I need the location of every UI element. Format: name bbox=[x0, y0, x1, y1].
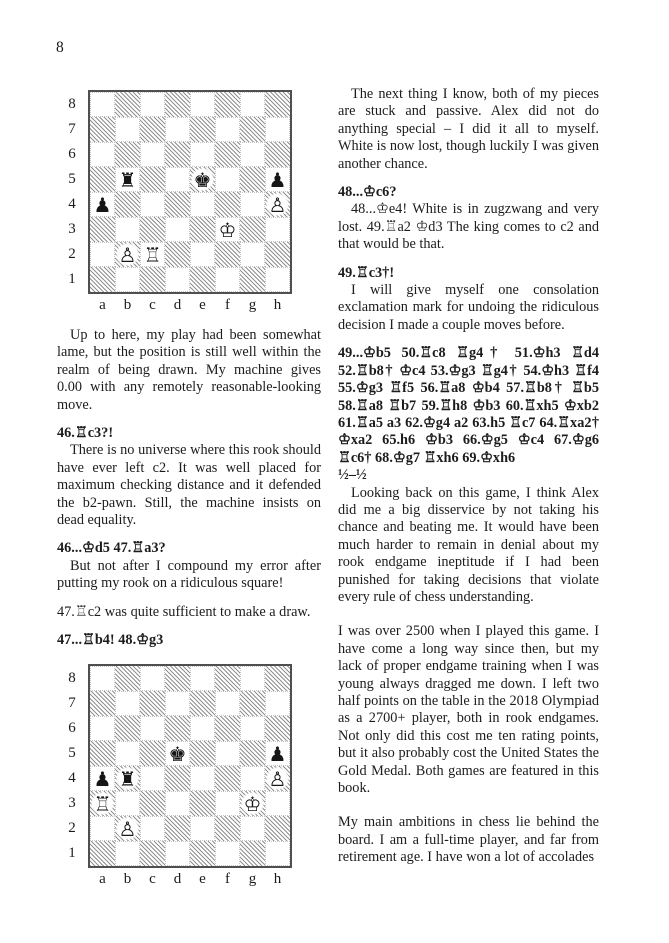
rank-label-5: 5 bbox=[68, 171, 76, 187]
rank-label-3: 3 bbox=[68, 221, 76, 237]
white-rook-icon: ♖ bbox=[141, 243, 164, 266]
square-a3 bbox=[90, 217, 115, 242]
file-label-f: f bbox=[225, 871, 230, 887]
file-label-b: b bbox=[123, 297, 132, 313]
paragraph: 47.♖c2 was quite sufficient to make a draw. bbox=[57, 603, 311, 620]
square-e8 bbox=[190, 666, 215, 691]
square-b2 bbox=[115, 816, 140, 841]
black-pawn-icon: ♟ bbox=[266, 168, 289, 191]
square-c2 bbox=[140, 816, 165, 841]
paragraph: My main ambitions in chess lie behind the board. I am a full-time player, and far from retirement age. I have won a lot of accolades bbox=[338, 814, 599, 866]
square-a1 bbox=[90, 841, 115, 866]
paragraph: The next thing I know, both of my pieces are stuck and passive. Alex did not do anything special – I did it all to myself. White is now lost, though luckily I was given another chance. bbox=[338, 86, 599, 172]
square-g6 bbox=[240, 716, 265, 741]
rank-label-7: 7 bbox=[68, 121, 76, 137]
square-b8 bbox=[115, 92, 140, 117]
chess-board bbox=[88, 664, 292, 868]
paragraph: But not after I compound my error after putting my rook on a ridiculous square! bbox=[57, 557, 321, 592]
square-c4 bbox=[140, 192, 165, 217]
square-c2 bbox=[140, 242, 165, 267]
square-b8 bbox=[115, 666, 140, 691]
file-label-e: e bbox=[199, 871, 206, 887]
file-label-a: a bbox=[99, 871, 106, 887]
square-b3 bbox=[115, 217, 140, 242]
square-h8 bbox=[265, 92, 290, 117]
square-f7 bbox=[215, 117, 240, 142]
square-h3 bbox=[265, 217, 290, 242]
square-a8 bbox=[90, 666, 115, 691]
paragraph: I will give myself one consolation exclamation mark for undoing the ridiculous decision I made a couple moves before. bbox=[338, 282, 599, 333]
square-f5 bbox=[215, 167, 240, 192]
square-h2 bbox=[265, 242, 290, 267]
square-g4 bbox=[240, 192, 265, 217]
square-a5 bbox=[90, 167, 115, 192]
rank-label-7: 7 bbox=[68, 695, 76, 711]
square-e7 bbox=[190, 117, 215, 142]
white-pawn-icon: ♙ bbox=[265, 766, 290, 791]
square-e3 bbox=[190, 791, 215, 816]
paragraph: Looking back on this game, I think Alex did me a big disservice by not taking his chance and beating me. It would have been much harder to remain in denial about my rook endgame ineptitude if I had been punished for taking decisions that violate every rule of chess understanding. bbox=[338, 484, 599, 605]
file-label-a: a bbox=[99, 297, 106, 313]
square-e2 bbox=[190, 242, 215, 267]
square-a7 bbox=[90, 117, 115, 142]
rank-labels bbox=[62, 666, 82, 866]
rank-label-3: 3 bbox=[68, 795, 76, 811]
square-a5 bbox=[90, 741, 115, 766]
square-e6 bbox=[190, 142, 215, 167]
paragraph: I was over 2500 when I played this game. I have come a long way since then, but my lack of proper endgame training when I was young always dragged me down. I left two half points on the table in the 2018 Olympiad as a 2700+ player, both in rook endgames. Not only did this cost me ten rating points, but it also probably cost the United States the Gold Medal. Both games are featured in this book. bbox=[338, 623, 599, 797]
square-a4 bbox=[90, 766, 115, 791]
file-label-g: g bbox=[248, 871, 257, 887]
square-a4 bbox=[90, 192, 115, 217]
move-heading: 47...♖b4! 48.♔g3 bbox=[57, 632, 164, 649]
file-label-f: f bbox=[225, 297, 230, 313]
file-label-d: d bbox=[173, 871, 182, 887]
rank-label-8: 8 bbox=[68, 670, 76, 686]
rank-label-2: 2 bbox=[68, 820, 76, 836]
square-d1 bbox=[165, 841, 190, 866]
square-g7 bbox=[240, 117, 265, 142]
chess-diagram-top bbox=[62, 90, 292, 314]
file-label-e: e bbox=[199, 297, 206, 313]
square-d7 bbox=[165, 691, 190, 716]
move-heading: 46.♖c3?! bbox=[57, 425, 114, 442]
square-c8 bbox=[140, 92, 165, 117]
square-f2 bbox=[215, 242, 240, 267]
square-d5 bbox=[165, 741, 190, 766]
square-c1 bbox=[140, 841, 165, 866]
square-a2 bbox=[90, 242, 115, 267]
square-d8 bbox=[165, 666, 190, 691]
black-rook-icon: ♜ bbox=[115, 766, 140, 791]
board-grid bbox=[90, 92, 290, 292]
square-f1 bbox=[215, 841, 240, 866]
file-label-h: h bbox=[273, 871, 282, 887]
square-e5 bbox=[190, 167, 215, 192]
black-rook-icon: ♜ bbox=[116, 168, 139, 191]
square-b5 bbox=[115, 741, 140, 766]
square-e1 bbox=[190, 841, 215, 866]
paragraph: Up to here, my play had been somewhat lame, but the position is still well within the realm of being drawn. My machine gives 0.00 with any remotely reasonable-looking move. bbox=[57, 327, 321, 413]
square-b2 bbox=[115, 242, 140, 267]
square-h8 bbox=[265, 666, 290, 691]
square-f1 bbox=[215, 267, 240, 292]
rank-label-5: 5 bbox=[68, 745, 76, 761]
square-f8 bbox=[215, 92, 240, 117]
square-g3 bbox=[240, 791, 265, 816]
rank-labels bbox=[62, 92, 82, 292]
square-c7 bbox=[140, 117, 165, 142]
square-a8 bbox=[90, 92, 115, 117]
square-f7 bbox=[215, 691, 240, 716]
square-b6 bbox=[115, 142, 140, 167]
square-b7 bbox=[115, 117, 140, 142]
square-e3 bbox=[190, 217, 215, 242]
square-g8 bbox=[240, 92, 265, 117]
square-d4 bbox=[165, 192, 190, 217]
square-c6 bbox=[140, 142, 165, 167]
square-h4 bbox=[265, 192, 290, 217]
file-label-d: d bbox=[173, 297, 182, 313]
move-heading: 48...♔c6? bbox=[338, 184, 397, 201]
rank-label-1: 1 bbox=[68, 845, 76, 861]
square-d3 bbox=[165, 791, 190, 816]
square-c5 bbox=[140, 167, 165, 192]
white-king-icon: ♔ bbox=[216, 218, 239, 241]
square-e2 bbox=[190, 816, 215, 841]
square-f4 bbox=[215, 192, 240, 217]
square-h5 bbox=[265, 741, 290, 766]
left-text-column bbox=[57, 327, 321, 650]
square-g2 bbox=[240, 816, 265, 841]
square-a6 bbox=[90, 716, 115, 741]
moves-block: 49...♔b5 50.♖c8 ♖g4† 51.♔h3 ♖d4 52.♖b8† ♔c4 53.♔g3 ♖g4† 54.♔h3 ♖f4 55.♔g3 ♖f5 56.♖a8 ♔b4 57.♖b8† ♖b5 58.♖a8 ♖b7 59.♖h8 ♔b3 60.♖xh5 ♔xb2 61.♖a5 a3 62.♔g4 a2 63.h5 ♖c7 64.♖xa2† ♔xa2 65.h6 ♔b3 66.♔g5 ♔c4 67.♔g6 ♖c6† 68.♔g7 ♖xh6 69.♔xh6 bbox=[338, 345, 599, 466]
rank-label-6: 6 bbox=[68, 146, 76, 162]
square-a1 bbox=[90, 267, 115, 292]
square-d3 bbox=[165, 217, 190, 242]
square-c6 bbox=[140, 716, 165, 741]
square-e4 bbox=[190, 766, 215, 791]
square-f8 bbox=[215, 666, 240, 691]
file-label-h: h bbox=[273, 297, 282, 313]
square-h6 bbox=[265, 716, 290, 741]
paragraph: There is no universe where this rook should have ever left c2. It was well placed for maximum checking distance and it defended the b2-pawn. Still, the machine insists on dead equality. bbox=[57, 442, 321, 529]
right-text-column bbox=[338, 86, 599, 867]
square-d1 bbox=[165, 267, 190, 292]
file-label-c: c bbox=[149, 871, 156, 887]
square-g1 bbox=[240, 267, 265, 292]
square-c7 bbox=[140, 691, 165, 716]
square-f3 bbox=[215, 217, 240, 242]
square-b4 bbox=[115, 192, 140, 217]
square-f4 bbox=[215, 766, 240, 791]
file-label-b: b bbox=[123, 871, 132, 887]
square-d8 bbox=[165, 92, 190, 117]
square-f2 bbox=[215, 816, 240, 841]
square-h5 bbox=[265, 167, 290, 192]
black-pawn-icon: ♟ bbox=[91, 193, 114, 216]
square-g3 bbox=[240, 217, 265, 242]
square-g5 bbox=[240, 167, 265, 192]
square-c8 bbox=[140, 666, 165, 691]
square-c5 bbox=[140, 741, 165, 766]
black-pawn-icon: ♟ bbox=[91, 767, 114, 790]
square-e1 bbox=[190, 267, 215, 292]
square-f5 bbox=[215, 741, 240, 766]
square-b6 bbox=[115, 716, 140, 741]
white-pawn-icon: ♙ bbox=[115, 816, 140, 841]
square-h2 bbox=[265, 816, 290, 841]
square-a7 bbox=[90, 691, 115, 716]
black-king-icon: ♚ bbox=[190, 167, 215, 192]
square-b1 bbox=[115, 267, 140, 292]
white-pawn-icon: ♙ bbox=[115, 242, 140, 267]
white-rook-icon: ♖ bbox=[90, 791, 115, 816]
square-c3 bbox=[140, 791, 165, 816]
file-labels bbox=[88, 871, 292, 888]
white-king-icon: ♔ bbox=[240, 791, 265, 816]
square-b5 bbox=[115, 167, 140, 192]
file-label-c: c bbox=[149, 297, 156, 313]
chess-diagram-bottom bbox=[62, 664, 292, 888]
square-d4 bbox=[165, 766, 190, 791]
square-h1 bbox=[265, 267, 290, 292]
square-d7 bbox=[165, 117, 190, 142]
square-h6 bbox=[265, 142, 290, 167]
square-e7 bbox=[190, 691, 215, 716]
square-c4 bbox=[140, 766, 165, 791]
square-g7 bbox=[240, 691, 265, 716]
file-labels bbox=[88, 297, 292, 314]
square-d6 bbox=[165, 716, 190, 741]
rank-label-2: 2 bbox=[68, 246, 76, 262]
black-pawn-icon: ♟ bbox=[266, 742, 289, 765]
square-a2 bbox=[90, 816, 115, 841]
rank-label-8: 8 bbox=[68, 96, 76, 112]
game-result: ½–½ bbox=[338, 467, 367, 484]
square-b1 bbox=[115, 841, 140, 866]
file-label-g: g bbox=[248, 297, 257, 313]
square-h3 bbox=[265, 791, 290, 816]
square-a6 bbox=[90, 142, 115, 167]
square-a3 bbox=[90, 791, 115, 816]
square-h4 bbox=[265, 766, 290, 791]
white-pawn-icon: ♙ bbox=[265, 192, 290, 217]
square-g1 bbox=[240, 841, 265, 866]
square-c3 bbox=[140, 217, 165, 242]
square-d2 bbox=[165, 816, 190, 841]
square-e4 bbox=[190, 192, 215, 217]
square-d2 bbox=[165, 242, 190, 267]
square-g5 bbox=[240, 741, 265, 766]
move-heading: 49.♖c3†! bbox=[338, 264, 395, 281]
square-c1 bbox=[140, 267, 165, 292]
rank-label-6: 6 bbox=[68, 720, 76, 736]
square-g6 bbox=[240, 142, 265, 167]
square-e8 bbox=[190, 92, 215, 117]
square-e5 bbox=[190, 741, 215, 766]
square-h7 bbox=[265, 691, 290, 716]
square-b7 bbox=[115, 691, 140, 716]
square-d5 bbox=[165, 167, 190, 192]
chess-board bbox=[88, 90, 292, 294]
square-g4 bbox=[240, 766, 265, 791]
rank-label-1: 1 bbox=[68, 271, 76, 287]
square-f6 bbox=[215, 716, 240, 741]
rank-label-4: 4 bbox=[68, 196, 76, 212]
black-king-icon: ♚ bbox=[166, 742, 189, 765]
square-g2 bbox=[240, 242, 265, 267]
square-h1 bbox=[265, 841, 290, 866]
square-e6 bbox=[190, 716, 215, 741]
square-b4 bbox=[115, 766, 140, 791]
square-f6 bbox=[215, 142, 240, 167]
board-grid bbox=[90, 666, 290, 866]
square-g8 bbox=[240, 666, 265, 691]
rank-label-4: 4 bbox=[68, 770, 76, 786]
square-b3 bbox=[115, 791, 140, 816]
square-f3 bbox=[215, 791, 240, 816]
move-heading: 46...♔d5 47.♖a3? bbox=[57, 540, 166, 557]
square-h7 bbox=[265, 117, 290, 142]
page-number: 8 bbox=[56, 39, 64, 56]
square-d6 bbox=[165, 142, 190, 167]
paragraph: 48...♔e4! White is in zugzwang and very lost. 49.♖a2 ♔d3 The king comes to c2 and that would be that. bbox=[338, 201, 599, 253]
